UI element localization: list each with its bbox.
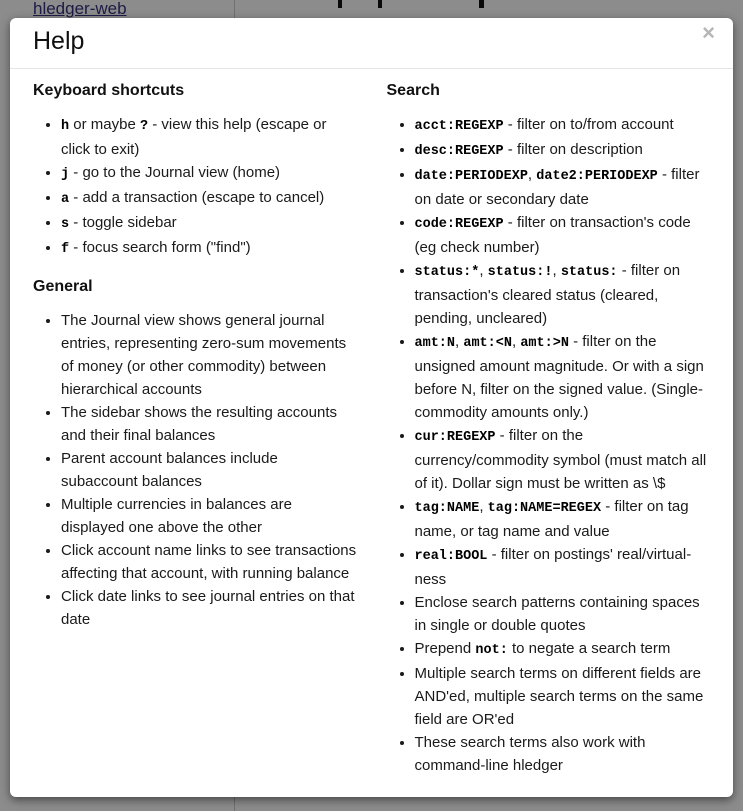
code-term: amt:N	[414, 336, 456, 351]
code-term: desc:REGEXP	[414, 144, 504, 159]
code-term: tag:NAME	[414, 501, 480, 516]
code-term: date2:PERIODEXP	[536, 169, 658, 184]
code-term: date:PERIODEXP	[414, 169, 528, 184]
code-term: h	[61, 119, 70, 134]
code-term: cur:REGEXP	[414, 430, 496, 445]
list-item: • The sidebar shows the resulting accounts and their final balances	[61, 401, 357, 447]
list-item: • The Journal view shows general journal entries, representing zero-sum movements of money (or other commodity) between hierarchical accounts	[61, 309, 357, 401]
code-term: a	[61, 192, 70, 207]
code-term: not:	[475, 643, 508, 658]
code-term: status:!	[487, 265, 553, 280]
list-item: • desc:REGEXP - filter on description	[415, 138, 711, 163]
code-term: f	[61, 242, 70, 257]
list-item: • cur:REGEXP - filter on the currency/commodity symbol (must match all of it). Dollar sign must be written as \$	[415, 424, 711, 495]
brand-link[interactable]: hledger-web	[33, 0, 127, 18]
code-term: status:	[560, 265, 618, 280]
help-list	[387, 113, 711, 777]
code-term: ?	[139, 119, 149, 134]
code-term: j	[61, 167, 70, 182]
list-item: • f - focus search form ("find")	[61, 236, 357, 261]
code-term: amt:<N	[463, 336, 512, 351]
list-item: • date:PERIODEXP, date2:PERIODEXP - filter on date or secondary date	[415, 163, 711, 211]
help-list	[33, 113, 357, 261]
close-icon[interactable]: ×	[702, 20, 715, 45]
list-item: • Click date links to see journal entries on that date	[61, 585, 357, 631]
list-item: • Multiple currencies in balances are displayed one above the other	[61, 493, 357, 539]
modal-body	[10, 69, 733, 793]
code-term: acct:REGEXP	[414, 119, 504, 134]
modal-header	[10, 18, 733, 69]
list-item: • s - toggle sidebar	[61, 211, 357, 236]
list-item: • Enclose search patterns containing spaces in single or double quotes	[415, 591, 711, 637]
code-term: real:BOOL	[414, 549, 488, 564]
code-term: s	[61, 217, 70, 232]
list-item: • status:*, status:!, status: - filter on transaction's cleared status (cleared, pending, uncleared)	[415, 259, 711, 330]
code-term: status:*	[414, 265, 480, 280]
help-column-right	[372, 71, 726, 793]
list-item: • These search terms also work with command-line hledger	[415, 731, 711, 777]
section-heading: Keyboard shortcuts	[33, 82, 185, 99]
list-item: • amt:N, amt:<N, amt:>N - filter on the unsigned amount magnitude. Or with a sign before N, filter on the signed value. (Single-commodity amounts only.)	[415, 330, 711, 424]
code-term: code:REGEXP	[414, 217, 504, 232]
section-heading: Search	[386, 82, 440, 99]
list-item: • real:BOOL - filter on postings' real/virtual-ness	[415, 543, 711, 591]
list-item: • code:REGEXP - filter on transaction's code (eg check number)	[415, 211, 711, 259]
modal-title: Help	[33, 27, 85, 55]
help-list	[33, 309, 357, 631]
help-modal	[10, 18, 733, 797]
section-heading: General	[33, 278, 93, 295]
list-item: • acct:REGEXP - filter on to/from account	[415, 113, 711, 138]
list-item: • Multiple search terms on different fields are AND'ed, multiple search terms on the same field are OR'ed	[415, 662, 711, 731]
list-item: • h or maybe ? - view this help (escape or click to exit)	[61, 113, 357, 161]
list-item: • Prepend not: to negate a search term	[415, 637, 711, 662]
list-item: • Parent account balances include subaccount balances	[61, 447, 357, 493]
list-item: • j - go to the Journal view (home)	[61, 161, 357, 186]
list-item: • a - add a transaction (escape to cancel)	[61, 186, 357, 211]
help-column-left	[18, 71, 372, 793]
code-term: tag:NAME=REGEX	[487, 501, 602, 516]
list-item: • Click account name links to see transactions affecting that account, with running balance	[61, 539, 357, 585]
code-term: amt:>N	[520, 336, 569, 351]
list-item: • tag:NAME, tag:NAME=REGEX - filter on tag name, or tag name and value	[415, 495, 711, 543]
